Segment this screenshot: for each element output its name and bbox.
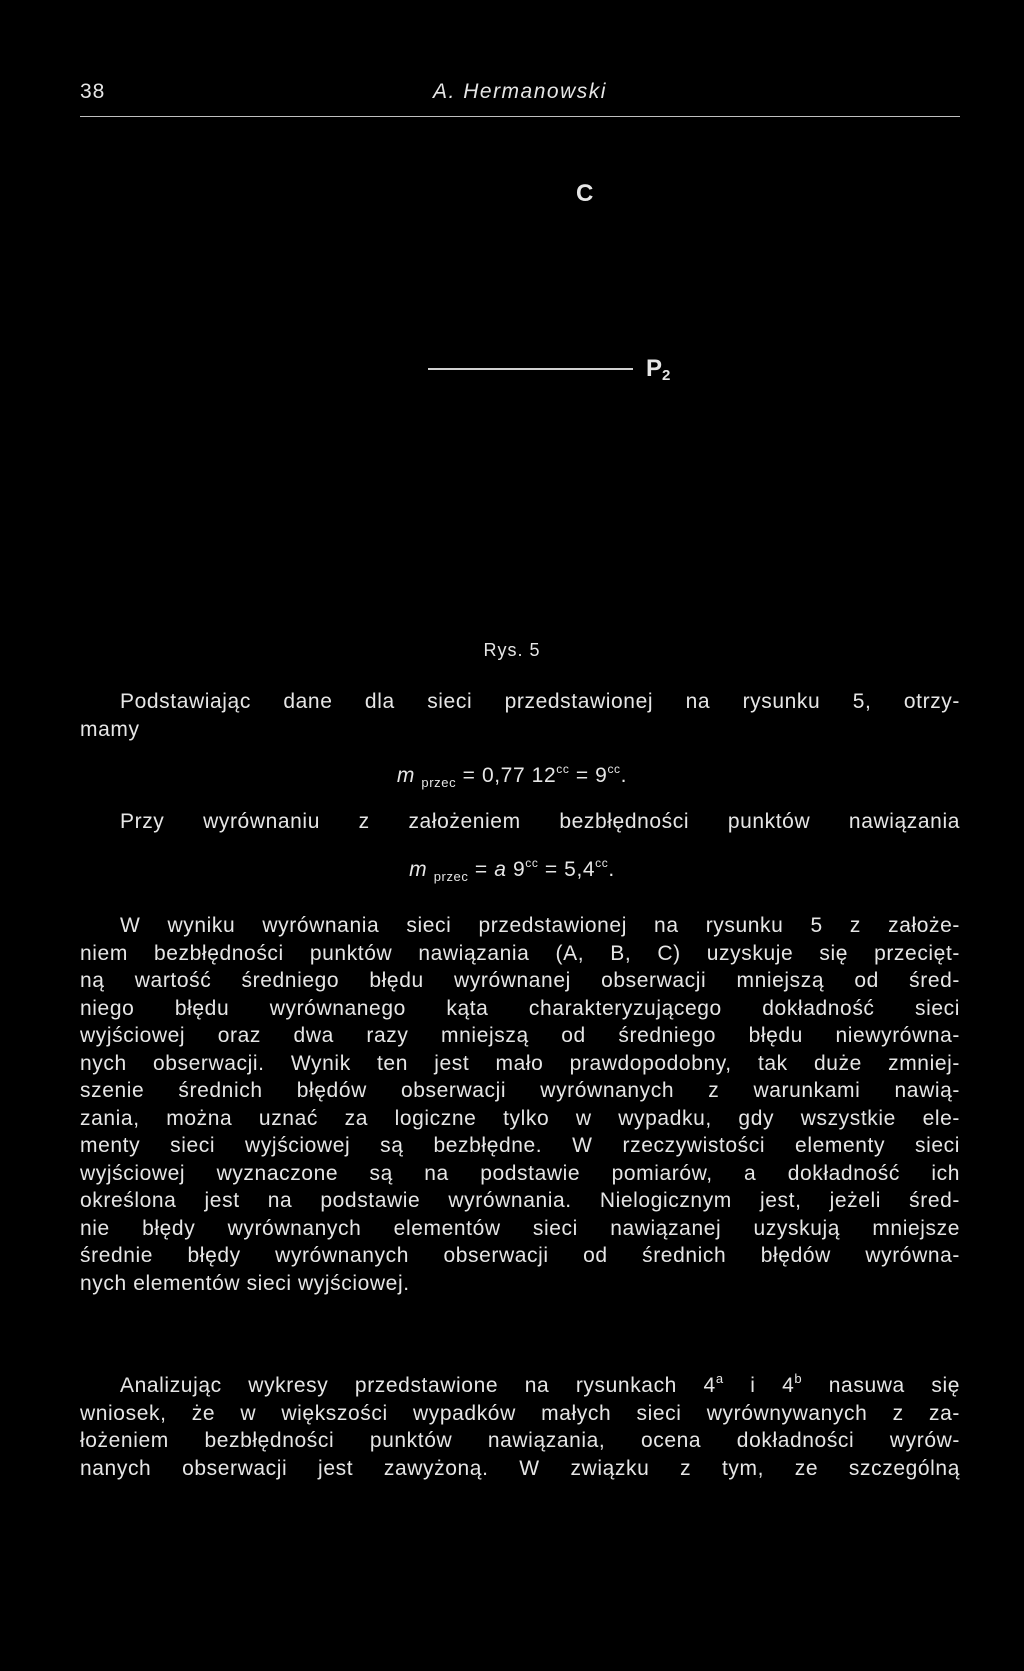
paragraph-1-line-2: mamy bbox=[80, 717, 140, 741]
paragraph-3-line: szenie średnich błędów obserwacji wyrównanych z warunkami nawią- bbox=[80, 1079, 960, 1102]
formula-1-end: . bbox=[620, 764, 628, 787]
formula-2-sup-1: cc bbox=[525, 856, 539, 870]
paragraph-1-line-1: Podstawiając dane dla sieci przedstawionej na rysunku 5, otrzy- bbox=[120, 690, 960, 713]
paragraph-3-line: określona jest na podstawie wyrównania. Nielogicznym jest, jeżeli śred- bbox=[80, 1189, 960, 1212]
paragraph-3-line: średnie błędy wyrównanych obserwacji od średnich błędów wyrówna- bbox=[80, 1244, 960, 1267]
paragraph-3-line: wyjściowej oraz dwa razy mniejszą od średniego błędu niewyrówna- bbox=[80, 1024, 960, 1047]
formula-2-subscript: przec bbox=[433, 869, 469, 884]
paragraph-3-line: nych obserwacji. Wynik ten jest mało prawdopodobny, tak duże zmniej- bbox=[80, 1051, 960, 1075]
paragraph-4-line-1-a: Analizując wykresy przedstawione na rysunkach 4 bbox=[120, 1374, 716, 1397]
formula-2-equals: = bbox=[468, 858, 495, 881]
paragraph-3-line: nie błędy wyrównanych elementów sieci nawiązanej uzyskują mniejsze bbox=[80, 1216, 960, 1240]
paragraph-4-line: łożeniem bezbłędności punktów nawiązania, ocena dokładności wyrów- bbox=[80, 1429, 960, 1452]
formula-2-a: a bbox=[494, 858, 507, 881]
formula-2-sup-2: cc bbox=[595, 856, 609, 870]
figure-line bbox=[428, 368, 633, 370]
paragraph-4-sup-b: b bbox=[794, 1371, 803, 1386]
paragraph-4-line-1-c: nasuwa się bbox=[802, 1374, 960, 1397]
formula-1 bbox=[0, 762, 1024, 790]
formula-1-sup-1: cc bbox=[556, 762, 570, 776]
paragraph-3-line: ną wartość średniego błędu wyrównanej obserwacji mniejszą od śred- bbox=[80, 969, 960, 992]
formula-2-symbol: m bbox=[409, 858, 428, 881]
paragraph-2-line-1: Przy wyrównaniu z założeniem bezbłędności punktów nawiązania bbox=[120, 810, 960, 833]
figure-label-p2 bbox=[646, 355, 670, 384]
formula-1-sup-2: cc bbox=[607, 762, 621, 776]
formula-2-end: . bbox=[608, 858, 615, 881]
formula-1-part-2: = 9 bbox=[569, 764, 608, 787]
formula-1-part-1: = 0,77 12 bbox=[462, 764, 557, 787]
paragraph-2 bbox=[80, 808, 960, 836]
paragraph-4-line-1-b: i 4 bbox=[723, 1374, 795, 1397]
paragraph-3-line: nych elementów sieci wyjściowej. bbox=[80, 1271, 410, 1295]
paragraph-3-line: zania, można uznać za logiczne tylko w wypadku, gdy wszystkie ele- bbox=[80, 1106, 960, 1130]
figure-label-p-sub: 2 bbox=[662, 367, 671, 384]
running-head: A. Hermanowski bbox=[433, 80, 607, 103]
paragraph-3-line: niem bezbłędności punktów nawiązania (A, B, C) uzyskuje się przecięt- bbox=[80, 941, 960, 965]
page-header bbox=[80, 80, 960, 117]
paragraph-4 bbox=[80, 1365, 960, 1482]
paragraph-4-line: wniosek, że w większości wypadków małych sieci wyrównywanych z za- bbox=[80, 1401, 960, 1425]
paragraph-3 bbox=[80, 912, 960, 1297]
figure-caption: Rys. 5 bbox=[483, 640, 541, 660]
formula-2-part-2: = 5,4 bbox=[538, 858, 596, 881]
page-number: 38 bbox=[80, 80, 106, 103]
paragraph-4-line-1 bbox=[80, 1365, 960, 1400]
formula-1-subscript: przec bbox=[421, 775, 457, 790]
figure-label-p: P bbox=[646, 355, 663, 382]
formula-1-symbol: m bbox=[396, 764, 415, 787]
paragraph-3-line: W wyniku wyrównania sieci przedstawionej na rysunku 5 z założe- bbox=[120, 914, 960, 937]
formula-2-part-1: 9 bbox=[506, 858, 526, 881]
paragraph-4-sup-a: a bbox=[715, 1371, 724, 1386]
paragraph-3-line: niego błędu wyrównanego kąta charakteryzującego dokładność sieci bbox=[80, 996, 960, 1020]
formula-2 bbox=[0, 856, 1024, 884]
paragraph-3-line: menty sieci wyjściowej są bezbłędne. W rzeczywistości elementy sieci bbox=[80, 1134, 960, 1157]
paragraph-4-line: nanych obserwacji jest zawyżoną. W związku z tym, ze szczególną bbox=[80, 1456, 960, 1480]
figure-label-c: C bbox=[576, 180, 594, 207]
figure-5 bbox=[380, 180, 710, 390]
paragraph-3-line: wyjściowej wyznaczone są na podstawie pomiarów, a dokładność ich bbox=[80, 1161, 960, 1185]
paragraph-1 bbox=[80, 688, 960, 743]
